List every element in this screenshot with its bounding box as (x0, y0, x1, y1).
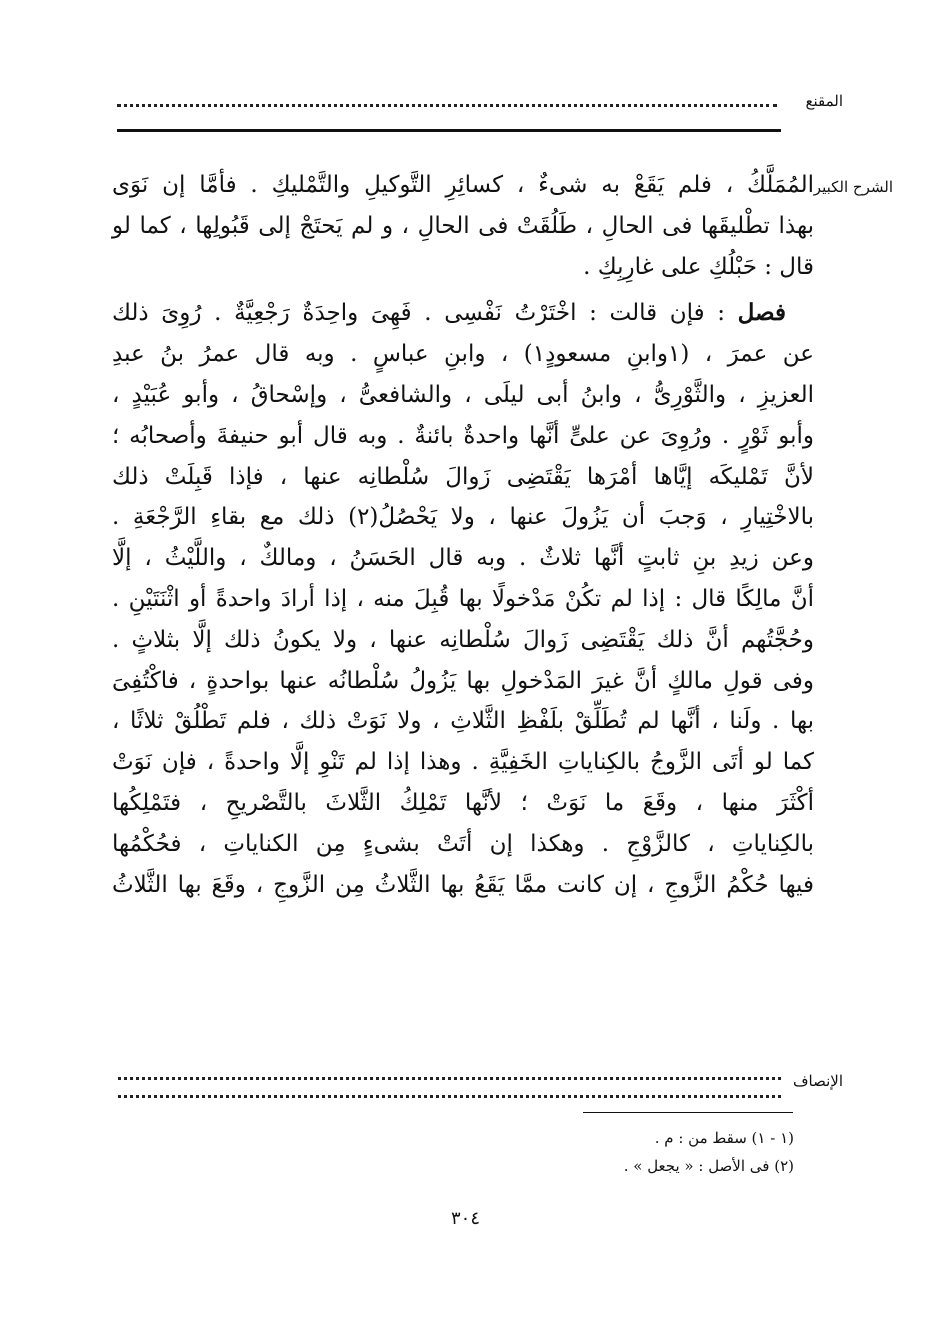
text-line: عن عمرَ ، (١وابنِ مسعودٍ١) ، وابنِ عباسٍ . وبه قال عمرُ بنُ عبدِ (112, 341, 814, 368)
fasl-text: : فإن قالت : اخْتَرْتُ نَفْسِى . فَهِىَ واحِدَةٌ رَجْعِيَّةٌ . رُوِىَ ذلك (112, 300, 725, 327)
text-line: أنَّ مالِكًا قال : إذا لم تكُنْ مَدْخولًا بها قُبِلَ منه ، إذا أرادَ واحدةً أو اثْنَتَيْنِ . (112, 585, 814, 612)
header-rule (117, 129, 781, 132)
text-line: أكْثَرَ منها ، وقَعَ ما نَوَتْ ؛ لأنَّها تَمْلِكُ الثَّلاثَ بالتَّصْريحِ ، فتَمْلِكُها (112, 789, 814, 816)
text-line: بهذا تطْليقَها فى الحالِ ، طَلُقَتْ فى الحالِ ، و لم يَحتَجْ إلى قَبُولِها ، كما لو (112, 212, 814, 239)
text-line: بها . ولَنا ، أنَّها لم تُطَلِّقْ بلَفْظِ الثَّلاثِ ، ولا نَوَتْ ذلك ، فلم تَطْلُقْ ثلاثًا ، (112, 708, 814, 735)
text-line (112, 293, 814, 334)
text-line: وعن زيدِ بنِ ثابتٍ أنَّها ثلاثٌ . وبه قال الحَسَنُ ، ومالكٌ ، واللَّيْثُ ، إلَّا (112, 545, 814, 572)
header-dotted-line (117, 104, 777, 107)
paragraph-2 (112, 293, 814, 905)
text-line: وحُجَّتُهم أنَّ ذلك يَقْتَضِى زَوالَ سُلْطانِه عنها ، ولا يكونُ ذلك إلَّا بثلاثٍ . (112, 626, 814, 653)
text-line: قال : حَبْلُكِ على غارِبِكِ . (583, 253, 814, 280)
text-line: العزيزِ ، والثَّوْرِىُّ ، وابنُ أبى ليلَى ، والشافعىُّ ، وإسْحاقُ ، وأبو عُبَيْدٍ ، (112, 381, 814, 408)
footnotes (300, 1124, 794, 1180)
text-line: بالاخْتِيارِ ، وَجبَ أن يَزُولَ عنها ، ولا يَحْصُلُ(٢) ذلك مع بقاءِ الرَّجْعَةِ . (112, 504, 814, 531)
footnote: (٢) فى الأصل : « يجعل » . (623, 1157, 794, 1175)
text-line: كما لو أتَى الزَّوجُ بالكِناياتِ الخَفِيَّةِ . وهذا إذا لم تَنْوِ إلَّا واحدةً ، فإن نَوَتْ (112, 749, 814, 776)
margin-label-sharh: الشرح الكبير (813, 178, 893, 196)
text-line: لأنَّ تَمْليكَه إيَّاها أمْرَها يَقْتَضِى زَوالَ سُلْطانِه عنها ، فإذا قَبِلَتْ ذلك (112, 463, 815, 490)
page-number: ٣٠٤ (450, 1208, 480, 1229)
body-text (112, 165, 814, 905)
footnote-rule (583, 1112, 793, 1113)
footnote: (١ - ١) سقط من : م . (654, 1129, 794, 1147)
fasl-heading: فصل (737, 299, 786, 327)
header-title: المقنع (805, 92, 843, 110)
text-line: وفى قولِ مالكٍ أنَّ غيرَ المَدْخولِ بها يَزُولُ سُلْطانُه عنها بواحدةٍ ، فاكْتُفِىَ (112, 667, 814, 694)
insaf-dotted-line-top (118, 1077, 781, 1080)
text-line: المُمَلَّكُ ، فلم يَقَعْ به شىءٌ ، كسائِرِ التَّوكيلِ والتَّمْليكِ . فأمَّا إن نَوَى (112, 172, 814, 198)
text-line: وأبو ثَوْرٍ . ورُوِىَ عن علىٍّ أنَّها واحدةٌ بائنةٌ . وبه قال أبو حنيفةَ وأصحابُه ؛ (112, 422, 814, 449)
text-line: فيها حُكْمُ الزَّوجِ ، إن كانت ممَّا يَقَعُ بها الثَّلاثُ مِن الزَّوجِ ، وقَعَ بها الثَّلاثُ (112, 871, 814, 898)
insaf-dotted-line-bottom (118, 1095, 781, 1098)
margin-label-insaf: الإنصاف (792, 1072, 843, 1090)
text-line: بالكِناياتِ ، كالزَّوْجِ . وهكذا إن أتَتْ بشىءٍ مِن الكناياتِ ، فحُكْمُها (112, 830, 814, 857)
paragraph-1 (112, 165, 814, 287)
